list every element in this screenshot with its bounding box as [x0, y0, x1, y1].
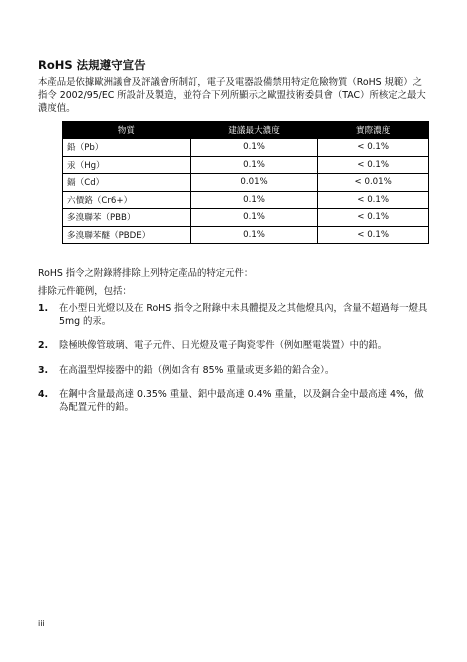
- item-text: 陰極映像管玻璃、電子元件、日光燈及電子陶瓷零件（例如壓電裝置）中的鉛。: [59, 340, 388, 352]
- substance-cell: 多溴聯苯（PBB）: [63, 209, 191, 227]
- table-header-row: [63, 122, 429, 139]
- proposed-max-cell: 0.01%: [190, 174, 318, 192]
- proposed-max-cell: 0.1%: [190, 156, 318, 174]
- item-text: 在鋼中含量最高達 0.35% 重量、鋁中最高達 0.4% 重量，以及銅合金中最高達 4%，做為配置元件的鉛。: [59, 388, 424, 414]
- substance-cell: 汞（Hg）: [63, 156, 191, 174]
- examples-label: 排除元件範例，包括：: [38, 286, 132, 297]
- page-number: iii: [38, 619, 45, 628]
- list-item: [38, 302, 430, 328]
- actual-cell: < 0.1%: [318, 139, 429, 157]
- table-row: [63, 209, 429, 227]
- substance-limits-table: [62, 121, 429, 244]
- substance-cell: 多溴聯苯醚（PBDE）: [63, 226, 191, 244]
- column-header-actual: 實際濃度: [318, 122, 429, 139]
- page-title: RoHS 法規遵守宣告: [38, 58, 146, 72]
- item-number: 4.: [38, 388, 49, 400]
- proposed-max-cell: 0.1%: [190, 139, 318, 157]
- proposed-max-cell: 0.1%: [190, 191, 318, 209]
- actual-cell: < 0.01%: [318, 174, 429, 192]
- table-row: [63, 139, 429, 157]
- intro-paragraph: 本產品是依據歐洲議會及評議會所制訂，電子及電器設備禁用特定危險物質（RoHS 規範）之指令 2002/95/EC 所設計及製造，並符合下列所顯示之歐盟技術委員會（TAC）所核定之最大濃度值。: [38, 77, 426, 115]
- table-row: [63, 156, 429, 174]
- item-number: 1.: [38, 303, 49, 314]
- proposed-max-cell: 0.1%: [190, 226, 318, 244]
- actual-cell: < 0.1%: [318, 209, 429, 227]
- proposed-max-cell: 0.1%: [190, 209, 318, 227]
- list-item: [38, 339, 430, 352]
- item-text: 在小型日光燈以及在 RoHS 指令之附錄中未具體提及之其他燈具內，含量不超過每一燈具 5mg 的汞。: [59, 303, 428, 328]
- substance-cell: 六價鉻（Cr6+）: [63, 191, 191, 209]
- actual-cell: < 0.1%: [318, 156, 429, 174]
- table-row: [63, 191, 429, 209]
- exemptions-list: [38, 302, 430, 425]
- item-text: 在高溫型焊接器中的鉛（例如含有 85% 重量或更多鉛的鉛合金）。: [59, 364, 335, 376]
- item-number: 3.: [38, 364, 49, 376]
- list-item: [38, 388, 430, 414]
- column-header-proposed-max: 建議最大濃度: [190, 122, 318, 139]
- table-row: [63, 226, 429, 244]
- table-row: [63, 174, 429, 192]
- item-number: 2.: [38, 340, 49, 352]
- actual-cell: < 0.1%: [318, 191, 429, 209]
- substance-cell: 鉛（Pb）: [63, 139, 191, 157]
- exemptions-title: RoHS 指令之附錄將排除上列特定產品的特定元件：: [38, 268, 254, 279]
- list-item: [38, 364, 430, 377]
- substance-cell: 鎘（Cd）: [63, 174, 191, 192]
- actual-cell: < 0.1%: [318, 226, 429, 244]
- column-header-substance: 物質: [63, 122, 191, 139]
